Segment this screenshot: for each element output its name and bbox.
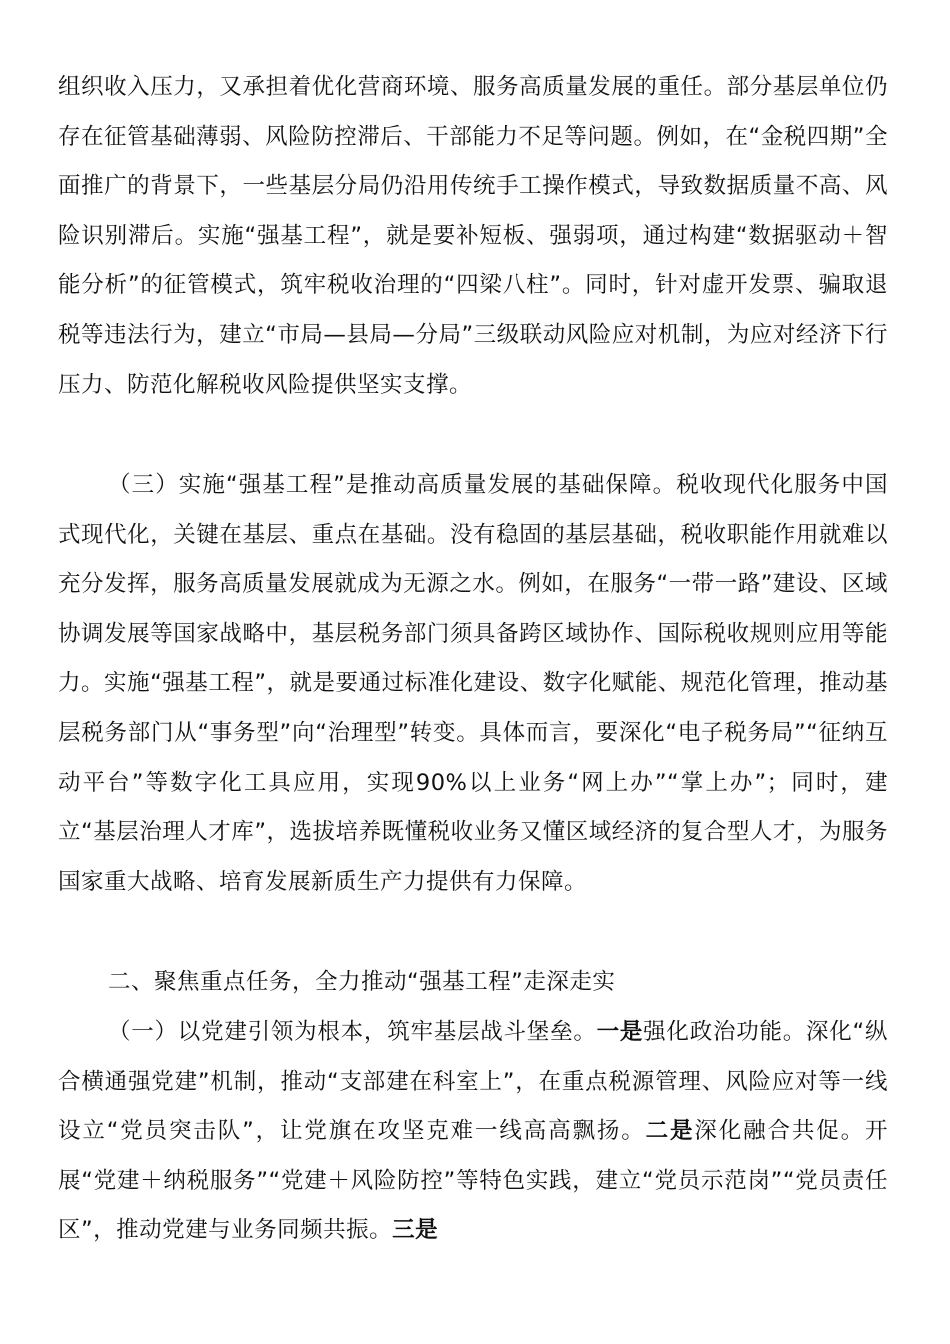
paragraph-section-three: （三）实施“强基工程”是推动高质量发展的基础保障。税收现代化服务中国式现代化，关键在基层、重点在基础。没有稳固的基层基础，税收职能作用就难以充分发挥，服务高质量发展就成为无源之水。例如，在服务“一带一路”建设、区域协调发展等国家战略中，基层税务部门须具备跨区域协作、国际税收规则应用等能力。实施“强基工程”，就是要通过标准化建设、数字化赋能、规范化管理，推动基层税务部门从“事务型”向“治理型”转变。具体而言，要深化“电子税务局”“征纳互动平台”等数字化工具应用，实现90%以上业务“网上办”“掌上办”；同时，建立“基层治理人才库”，选拔培养既懂税收业务又懂区域经济的复合型人才，为服务国家重大战略、培育发展新质生产力提供有力保障。	[58, 472, 888, 895]
point-one-text: 强化政治功能。深化“纵合横通强党建”机制，推动“支部建在科室上”，在重点税源管理、风险应对等一线设立“党员突击队”，让党旗在攻坚克难一线高高飘扬。	[58, 1019, 888, 1145]
section-heading-two: 二、聚焦重点任务，全力推动“强基工程”走深走实	[108, 969, 616, 995]
paragraph-1: 组织收入压力，又承担着优化营商环境、服务高质量发展的重任。部分基层单位仍存在征管基础薄弱、风险防控滞后、干部能力不足等问题。例如，在“金税四期”全面推广的背景下，一些基层分局仍沿用传统手工操作模式，导致数据质量不高、风险识别滞后。实施“强基工程”，就是要补短板、强弱项，通过构建“数据驱动＋智能分析”的征管模式，筑牢税收治理的“四梁八柱”。同时，针对虚开发票、骗取退税等违法行为，建立“市局—县局—分局”三级联动风险应对机制，为应对经济下行压力、防范化解税收风险提供坚实支撑。	[58, 74, 888, 398]
point-two-label: 二是	[645, 1118, 695, 1145]
paragraph-party-building	[58, 1008, 888, 1256]
point-three-label: 三是	[392, 1217, 439, 1244]
paragraph-party-building-intro: （一）以党建引领为根本，筑牢基层战斗堡垒。	[108, 1019, 597, 1045]
point-one-label: 一是	[596, 1019, 644, 1045]
point-two-text: 深化融合共促。开展“党建＋纳税服务”“党建＋风险防控”等特色实践，建立“党员示范岗”“党员责任区”，推动党建与业务同频共振。	[58, 1118, 888, 1244]
